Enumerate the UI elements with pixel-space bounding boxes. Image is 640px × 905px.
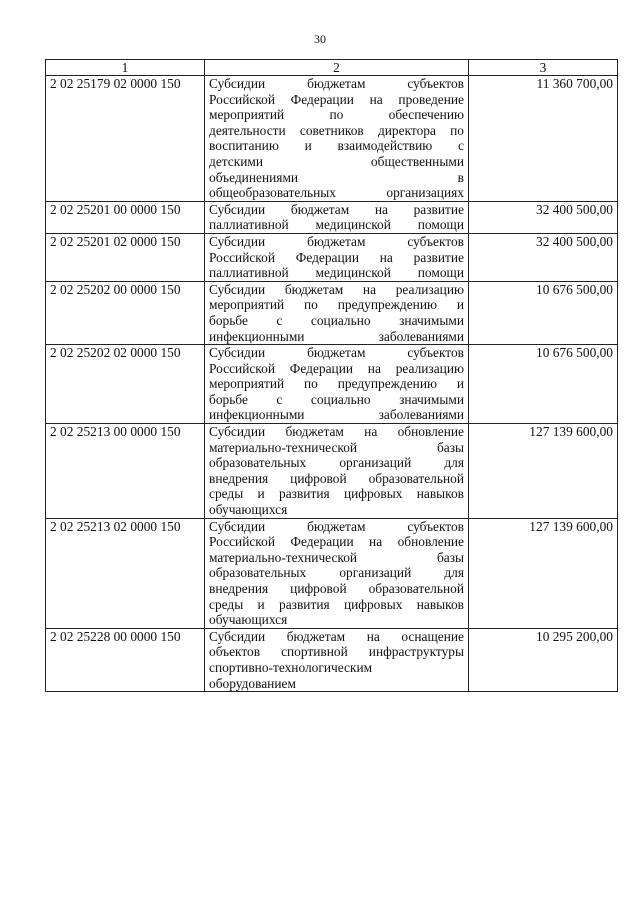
description-line: инфекционными заболеваниями xyxy=(209,407,464,423)
description-cell xyxy=(205,345,469,424)
amount-cell: 32 400 500,00 xyxy=(469,201,618,233)
description-line: внедрения цифровой образовательной xyxy=(209,470,464,486)
amount-cell: 11 360 700,00 xyxy=(469,76,618,202)
description-line: паллиативной медицинской помощи xyxy=(209,265,464,281)
description-line: мероприятий по предупреждению и xyxy=(209,376,464,392)
amount-cell: 10 295 200,00 xyxy=(469,628,618,691)
table-row xyxy=(46,518,618,628)
description-line: объединениями в xyxy=(209,169,464,185)
description-line: борьбе с социально значимыми xyxy=(209,391,464,407)
table-row xyxy=(46,628,618,691)
description-line: мероприятий по обеспечению xyxy=(209,107,464,123)
description-cell xyxy=(205,424,469,519)
table-row xyxy=(46,76,618,202)
description-line: Российской Федерации на обновление xyxy=(209,534,464,550)
description-line: оборудованием xyxy=(209,675,296,691)
description-line: спортивно-технологическим xyxy=(209,659,373,675)
column-header-code: 1 xyxy=(46,60,205,76)
description-line: Субсидии бюджетам на обновление xyxy=(209,424,464,440)
table-body xyxy=(46,76,618,692)
description-line: Субсидии бюджетам на оснащение xyxy=(209,628,464,644)
description-line: детскими общественными xyxy=(209,153,464,169)
description-line: обучающихся xyxy=(209,612,288,628)
description-line: среды и развития цифровых навыков xyxy=(209,596,464,612)
description-line: образовательных организаций для xyxy=(209,455,464,471)
description-line: Субсидии бюджетам на развитие xyxy=(209,201,464,217)
amount-cell: 32 400 500,00 xyxy=(469,233,618,281)
budget-code-cell: 2 02 25201 00 0000 150 xyxy=(46,201,205,233)
description-line: среды и развития цифровых навыков xyxy=(209,486,464,502)
table-row xyxy=(46,345,618,424)
description-cell xyxy=(205,76,469,202)
description-line: образовательных организаций для xyxy=(209,565,464,581)
description-line: Российской Федерации на проведение xyxy=(209,91,464,107)
table-row xyxy=(46,201,618,233)
description-line: материально-технической базы xyxy=(209,439,464,455)
description-line: Субсидии бюджетам субъектов xyxy=(209,518,464,534)
amount-cell: 10 676 500,00 xyxy=(469,281,618,344)
page-number: 30 xyxy=(314,32,326,46)
description-cell xyxy=(205,201,469,233)
description-cell xyxy=(205,233,469,281)
description-line: мероприятий по предупреждению и xyxy=(209,297,464,313)
description-line: деятельности советников директора по xyxy=(209,122,464,138)
description-line: общеобразовательных организациях xyxy=(209,185,464,201)
budget-code-cell: 2 02 25202 00 0000 150 xyxy=(46,281,205,344)
budget-code-cell: 2 02 25179 02 0000 150 xyxy=(46,76,205,202)
description-line: Субсидии бюджетам субъектов xyxy=(209,76,464,91)
description-line: Субсидии бюджетам субъектов xyxy=(209,345,464,361)
description-line: Российской Федерации на развитие xyxy=(209,249,464,265)
budget-code-cell: 2 02 25202 02 0000 150 xyxy=(46,345,205,424)
budget-code-cell: 2 02 25228 00 0000 150 xyxy=(46,628,205,691)
budget-code-cell: 2 02 25201 02 0000 150 xyxy=(46,233,205,281)
description-line: обучающихся xyxy=(209,502,288,518)
description-cell xyxy=(205,518,469,628)
description-line: Субсидии бюджетам на реализацию xyxy=(209,281,464,297)
description-line: борьбе с социально значимыми xyxy=(209,312,464,328)
description-line: материально-технической базы xyxy=(209,549,464,565)
table-row xyxy=(46,281,618,344)
budget-code-cell: 2 02 25213 02 0000 150 xyxy=(46,518,205,628)
table-row xyxy=(46,424,618,519)
column-header-amount: 3 xyxy=(469,60,618,76)
amount-cell: 127 139 600,00 xyxy=(469,424,618,519)
column-header-description: 2 xyxy=(205,60,469,76)
table-header-row xyxy=(46,60,618,76)
description-cell xyxy=(205,281,469,344)
description-line: паллиативной медицинской помощи xyxy=(209,217,464,233)
amount-cell: 10 676 500,00 xyxy=(469,345,618,424)
description-line: воспитанию и взаимодействию с xyxy=(209,138,464,154)
amount-cell: 127 139 600,00 xyxy=(469,518,618,628)
description-line: внедрения цифровой образовательной xyxy=(209,581,464,596)
description-cell xyxy=(205,628,469,691)
budget-code-cell: 2 02 25213 00 0000 150 xyxy=(46,424,205,519)
table-row xyxy=(46,233,618,281)
budget-table xyxy=(45,59,618,692)
description-line: Субсидии бюджетам субъектов xyxy=(209,233,464,249)
description-line: Российской Федерации на реализацию xyxy=(209,360,464,376)
description-line: инфекционными заболеваниями xyxy=(209,328,464,344)
description-line: объектов спортивной инфраструктуры xyxy=(209,644,464,660)
